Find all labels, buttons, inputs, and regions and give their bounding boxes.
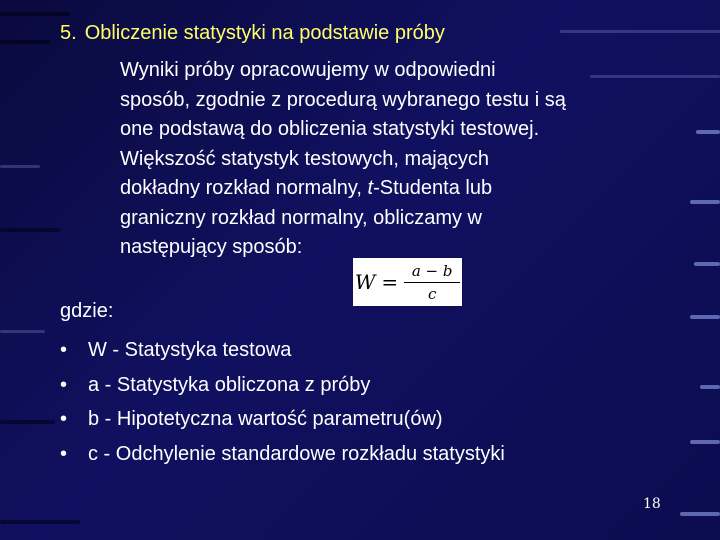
list-item-text: c - Odchylenie standardowe rozkładu statystyki [88,442,505,465]
bullet-icon: • [60,408,68,430]
background-streak [696,130,720,134]
list-item [60,402,505,437]
background-streak [0,228,60,232]
background-streak [680,512,720,516]
formula-numerator: a − b [411,261,453,280]
list-item-text: b - Hipotetyczna wartość parametru(ów) [88,408,443,430]
fraction-bar [404,282,460,283]
definitions-list [60,333,505,471]
formula-lhs: W [354,270,376,294]
background-streak [690,200,720,204]
paragraph-line: Większość statystyk testowych, mających [120,147,489,170]
background-streak [0,40,50,44]
paragraph-line: dokładny rozkład normalny, t-Studenta lub [120,177,493,199]
background-streak [0,12,70,16]
slide-heading [60,22,445,45]
page-number: 18 [643,496,661,512]
gdzie-label: gdzie: [60,300,114,322]
formula-denominator: c [427,284,437,303]
background-streak [560,30,720,33]
list-item [60,368,505,403]
background-streak [694,262,720,266]
bullet-icon: • [60,339,68,361]
list-item-text: a - Statystyka obliczona z próby [88,373,371,396]
formula-fraction [404,262,460,303]
bullet-icon: • [60,442,68,465]
paragraph-line: Wyniki próby opracowujemy w odpowiedni [120,59,496,81]
list-item [60,437,505,472]
paragraph-line: one podstawą do obliczenia statystyki testowej. [120,118,540,140]
list-item [60,333,505,368]
background-streak [690,440,720,444]
paragraph-line: sposób, zgodnie z procedurą wybranego testu i są [120,88,566,111]
background-streak [0,330,45,333]
italic-t: t [367,177,374,199]
background-streak [690,315,720,319]
paragraph-line: następujący sposób: [120,236,303,258]
background-streak [700,385,720,389]
heading-text: Obliczenie statystyki na podstawie próby [84,22,445,44]
background-streak [0,520,80,524]
background-streak [0,165,40,168]
bullet-icon: • [60,373,68,396]
paragraph-line: graniczny rozkład normalny, obliczamy w [120,206,482,229]
formula-equals: = [381,270,399,294]
heading-number: 5. [60,22,77,44]
list-item-text: W - Statystyka testowa [88,339,292,361]
description-paragraph [120,56,680,263]
background-streak [0,420,55,424]
formula-box [353,258,462,306]
